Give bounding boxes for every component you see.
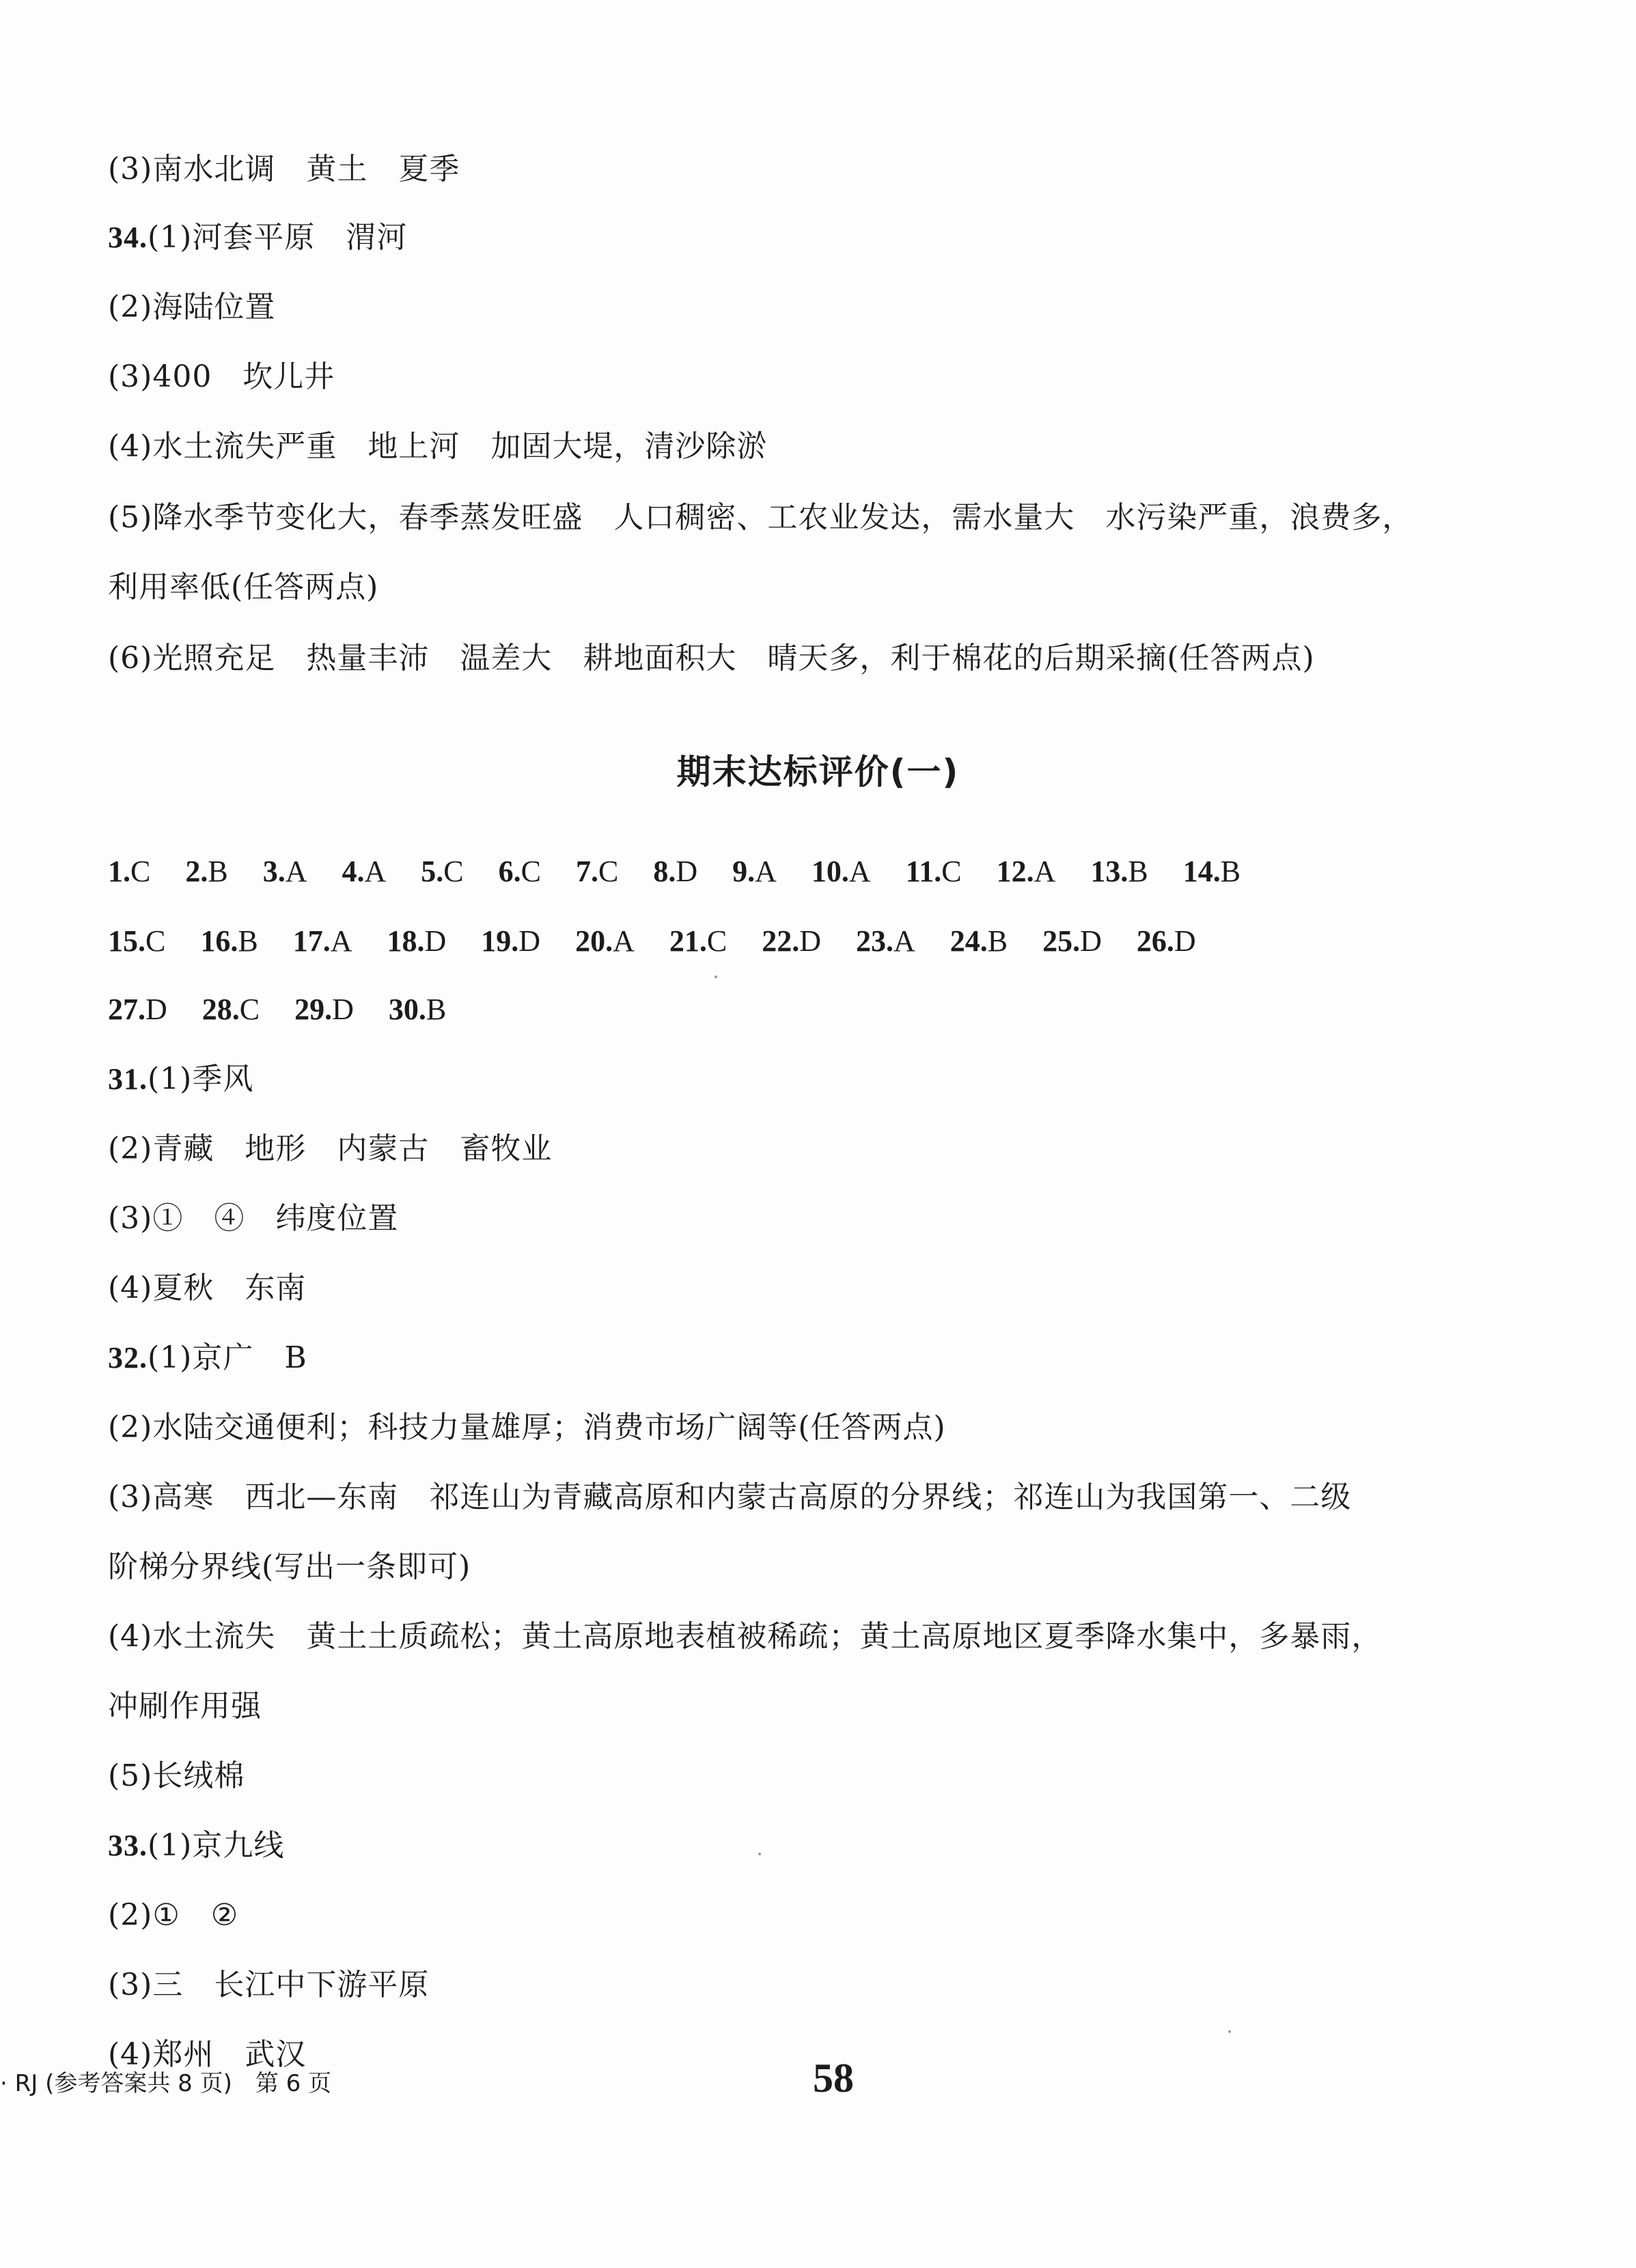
- answer-line: (5)长绒棉: [108, 1758, 245, 1793]
- choice-answer: 3.A: [262, 855, 307, 888]
- choice-answer: 1.C: [108, 855, 151, 888]
- choice-answer: 7.C: [576, 855, 619, 888]
- answer-line: (3)400 坎儿井: [108, 359, 335, 394]
- choice-answer: 17.A: [292, 924, 352, 958]
- answer-line: (3)南水北调 黄土 夏季: [108, 152, 460, 186]
- answer-line: (2)水陆交通便利；科技力量雄厚；消费市场广阔等(任答两点): [108, 1410, 946, 1445]
- choice-answer: 22.D: [762, 924, 821, 958]
- answer-line: (3)① ④ 纬度位置: [108, 1201, 399, 1236]
- choice-answer: 18.D: [387, 924, 447, 958]
- choice-answer: 30.B: [388, 993, 447, 1026]
- choice-answer: 24.B: [949, 924, 1008, 958]
- answer-line: 33.(1)京九线: [108, 1828, 285, 1863]
- section-title: 期末达标评价(一): [676, 752, 960, 792]
- answer-line: (5)降水季节变化大，春季蒸发旺盛 人口稠密、工农业发达，需水量大 水污染严重，浪费多，: [108, 500, 1413, 535]
- choice-answer: 6.C: [498, 855, 541, 888]
- footer-caption: · RJ (参考答案共 8 页) 第 6 页: [0, 2070, 332, 2097]
- answer-line: (3)高寒 西北—东南 祁连山为青藏高原和内蒙古高原的分界线；祁连山为我国第一、二级: [108, 1480, 1352, 1515]
- answer-line: (2)① ②: [108, 1898, 239, 1933]
- choice-row: [108, 851, 1268, 892]
- choice-answer: 27.D: [108, 993, 167, 1026]
- choice-answer: 25.D: [1042, 924, 1102, 958]
- answer-line: 32.(1)京广 B: [108, 1340, 307, 1375]
- scan-speck: [715, 976, 717, 978]
- choice-answer: 11.C: [905, 855, 962, 888]
- choice-answer: 21.C: [669, 924, 727, 958]
- answer-line: 34.(1)河套平原 渭河: [108, 220, 408, 255]
- choice-answer: 8.D: [653, 855, 698, 888]
- choice-answer: 20.A: [575, 924, 635, 958]
- choice-answer: 10.A: [811, 855, 871, 888]
- choice-answer: 4.A: [342, 855, 387, 888]
- page-number: 58: [813, 2056, 854, 2101]
- answer-line: 阶梯分界线(写出一条即可): [108, 1549, 471, 1584]
- answer-line: (4)水土流失严重 地上河 加固大堤，清沙除淤: [108, 429, 768, 464]
- answer-line: (4)水土流失 黄土土质疏松；黄土高原地表植被稀疏；黄土高原地区夏季降水集中，多暴雨，: [108, 1619, 1383, 1654]
- scan-speck: [1228, 2030, 1231, 2033]
- answer-line: 31.(1)季风: [108, 1062, 254, 1096]
- choice-answer: 14.B: [1182, 855, 1241, 888]
- choice-answer: 16.B: [200, 924, 258, 958]
- answer-line: 利用率低(任答两点): [108, 570, 379, 605]
- choice-answer: 15.C: [108, 924, 166, 958]
- choice-answer: 9.A: [732, 855, 777, 888]
- choice-answer: 26.D: [1136, 924, 1196, 958]
- scan-speck: [758, 1853, 761, 1855]
- choice-answer: 13.B: [1090, 855, 1148, 888]
- choice-answer: 28.C: [202, 993, 260, 1026]
- choice-answer: 29.D: [294, 993, 354, 1026]
- answer-line: (6)光照充足 热量丰沛 温差大 耕地面积大 晴天多，利于棉花的后期采摘(任答两点): [108, 641, 1315, 676]
- answer-line: (2)青藏 地形 内蒙古 畜牧业: [108, 1131, 553, 1166]
- choice-row: [108, 921, 1223, 962]
- answer-line: (4)夏秋 东南: [108, 1271, 307, 1305]
- choice-answer: 12.A: [996, 855, 1056, 888]
- choice-answer: 19.D: [481, 924, 541, 958]
- choice-row: [108, 989, 473, 1030]
- answer-line: 冲刷作用强: [108, 1689, 262, 1724]
- answer-line: (2)海陆位置: [108, 290, 276, 324]
- choice-answer: 23.A: [855, 924, 915, 958]
- answer-line: (4)郑州 武汉: [108, 2037, 307, 2072]
- choice-answer: 5.C: [421, 855, 464, 888]
- answer-line: (3)三 长江中下游平原: [108, 1967, 430, 2002]
- choice-answer: 2.B: [185, 855, 228, 888]
